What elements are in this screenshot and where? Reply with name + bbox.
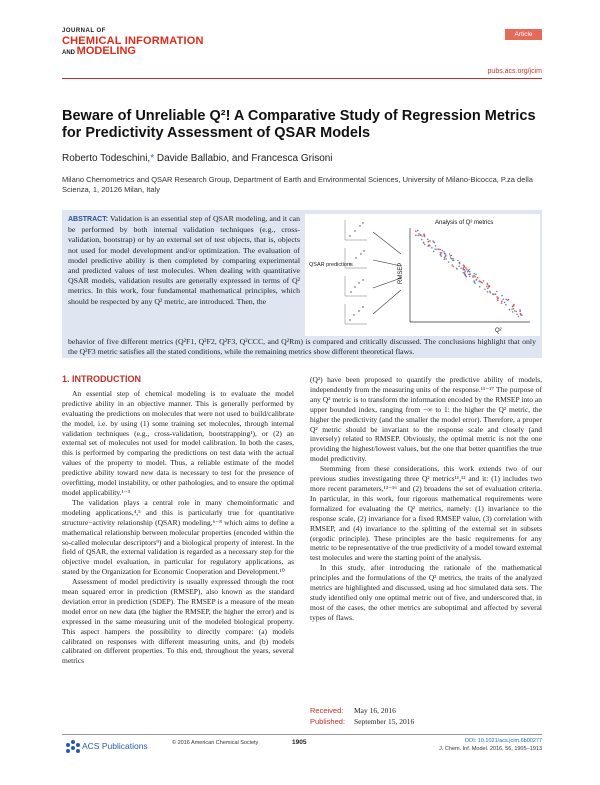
- toc-point: [489, 285, 491, 287]
- other-authors[interactable]: Davide Ballabio, and Francesca Grisoni: [154, 153, 333, 164]
- toc-point: [508, 299, 510, 301]
- toc-point: [415, 230, 417, 232]
- toc-point: [481, 282, 483, 284]
- logo-and: AND: [62, 50, 77, 56]
- toc-graphic: [305, 214, 540, 336]
- toc-y-label: RMSEP: [398, 262, 404, 284]
- toc-point: [452, 266, 454, 268]
- toc-point: [501, 302, 503, 304]
- paragraph: (Q²) have been proposed to quantify the predictive ability of models, independently from the measuring units of the response.¹¹⁻¹⁷ The purpose of any Q² metric is to transform the information encoded by the RMSEP into an upper bounded index, ranging from −∞ to 1: the higher the Q² metric, the higher the predictivity (and the smaller the model error). Therefore, a proper Q² metric should be invariant to the response scale and closely (and inversely) related to RMSEP. Obviously, the optimal metric is not the one providing the highest/lowest values, but the one that better quantifies the true model predictivity.: [310, 375, 542, 464]
- published-date: September 15, 2016: [354, 717, 415, 726]
- toc-point: [417, 235, 419, 237]
- toc-point: [463, 267, 465, 269]
- toc-point: [497, 298, 499, 300]
- toc-point: [438, 248, 440, 250]
- toc-point: [512, 311, 514, 313]
- toc-point: [432, 240, 434, 242]
- toc-point: [520, 314, 522, 316]
- toc-point: [509, 309, 511, 311]
- toc-analysis-label: Analysis of Q² metrics: [435, 220, 494, 226]
- toc-point: [459, 263, 461, 265]
- toc-qsar-label: QSAR predictions: [309, 262, 353, 268]
- received-date-row: [310, 705, 414, 716]
- doi-block: [439, 738, 542, 753]
- received-date: May 16, 2016: [354, 706, 396, 715]
- toc-point: [497, 300, 499, 302]
- toc-point: [513, 304, 515, 306]
- toc-point: [443, 251, 445, 253]
- published-label: Published:: [310, 717, 346, 726]
- toc-point: [503, 299, 505, 301]
- publication-dates: [310, 705, 414, 727]
- copyright: © 2016 American Chemical Society: [172, 740, 259, 746]
- body-left-column: [62, 375, 294, 666]
- toc-point: [451, 258, 453, 260]
- toc-point: [463, 265, 465, 267]
- toc-point: [474, 273, 476, 275]
- header-rule: [62, 78, 542, 79]
- toc-point: [496, 296, 498, 298]
- toc-point: [487, 284, 489, 286]
- toc-point: [448, 261, 450, 263]
- toc-point: [431, 247, 433, 249]
- publisher-name: ACS Publications: [82, 741, 148, 751]
- toc-point: [475, 274, 477, 276]
- toc-point: [423, 242, 425, 244]
- received-label: Received:: [310, 706, 344, 715]
- toc-point: [484, 289, 486, 291]
- page-number: 1905: [292, 739, 307, 746]
- toc-point: [501, 295, 503, 297]
- logo-line-3: [62, 46, 204, 58]
- paragraph: The validation plays a central role in many chemoinformatic and modeling applications,⁴,⁵ and this is particularly true for quantitative structure−activity relationship (QSAR) modeling,⁶⁻⁸ which aims to define a mathematical relationship between molecular properties (encoded within the so-called molecular descriptors⁹) and a biological property of interest. In the field of QSAR, the external validation is regarded as a necessary step for the objective model evaluation, in particular for regulatory applications, as stated by the Organization for Economic Cooperation and Development.¹⁰: [62, 497, 294, 577]
- toc-point: [518, 316, 520, 318]
- toc-point: [489, 291, 491, 293]
- toc-point: [464, 271, 466, 273]
- toc-point: [516, 314, 518, 316]
- toc-point: [449, 253, 451, 255]
- toc-point: [474, 282, 476, 284]
- toc-point: [474, 276, 476, 278]
- toc-figure-svg: [305, 214, 540, 336]
- toc-point: [469, 271, 471, 273]
- abstract-label: ABSTRACT:: [68, 216, 109, 223]
- author-1[interactable]: Roberto Todeschini,: [62, 153, 151, 164]
- toc-point: [415, 235, 417, 237]
- toc-point: [420, 234, 422, 236]
- toc-point: [450, 255, 452, 257]
- toc-point: [514, 310, 516, 312]
- toc-point: [442, 250, 444, 252]
- logo-line-2: CHEMICAL INFORMATION: [62, 35, 204, 47]
- toc-point: [469, 276, 471, 278]
- toc-point: [464, 269, 466, 271]
- toc-point: [446, 258, 448, 260]
- mini-scatter-4: [345, 304, 367, 324]
- toc-point: [490, 292, 492, 294]
- toc-arrows: [373, 232, 401, 314]
- toc-point: [441, 252, 443, 254]
- toc-point: [460, 267, 462, 269]
- toc-point: [421, 239, 423, 241]
- toc-point: [424, 235, 426, 237]
- toc-point: [486, 286, 488, 288]
- toc-point: [467, 270, 469, 272]
- paragraph: Stemming from these considerations, this work extends two of our previous studies investigating three Q² metrics¹¹,¹² and it: (1) includes two more recent parameters,¹³⁻¹⁶ and (2) broadens the set of evaluation criteria. In particular, in this work, four rigorous mathematical requirements were formalized for evaluating the Q² metrics, namely: (1) invariance to the response scale, (2) invariance for a fixed RMSEP value, (3) correlation with RMSEP, and (4) invariance to the splitting of the external set in subsets (ergodic principle). These principles are the basic requirements for any metric to be representative of the true predictivity of a model toward external test molecules and were the starting point of the analysis.: [310, 464, 542, 563]
- paragraph: An essential step of chemical modeling is to evaluate the model predictive ability in an objective manner. This is generally performed by evaluating the predictions on molecules that were not used to build/calibrate the model, i.e. by using (1) some training set molecules, through internal validation techniques (e.g., cross-validation, bootstrapping¹), or (2) an external set of molecules not used for model calibration. In both the cases, this is performed by comparing the predictions on test data with the actual values of the property to model. Thus, a reliable estimate of the model predictive ability toward new data is necessary to test for the presence of overfitting, model instability, or other pathologies, and to ensure the optimal model applicability.¹⁻³: [62, 388, 294, 497]
- toc-point: [466, 269, 468, 271]
- doi-link[interactable]: DOI: 10.1021/acs.jcim.6b00277: [464, 738, 542, 744]
- toc-point: [451, 264, 453, 266]
- toc-point: [466, 276, 468, 278]
- toc-point: [512, 305, 514, 307]
- toc-point: [417, 230, 419, 232]
- abstract-part-2: behavior of five different metrics (Q²F1, Q²F2, Q²F3, Q²CCC, and Q²Rm) is compared and critically discussed. The conclusions highlight that only the Q²F3 metric satisfies all the stated conditions, while the remaining metrics show different theoretical flaws.: [68, 337, 536, 357]
- abstract-part-1: [68, 214, 300, 307]
- toc-point: [418, 233, 420, 235]
- paragraph: In this study, after introducing the rationale of the mathematical principles and the formulations of the Q² metrics, the traits of the analyzed metrics are highlighted and discussed, using ad hoc simulated data sets. The study identified only one optimal metric out of five, and underscored that, in most of the cases, the other metrics are suboptimal and affected by several types of flaws.: [310, 563, 542, 622]
- toc-point: [487, 291, 489, 293]
- toc-x-label: Q²: [495, 328, 502, 334]
- published-date-row: [310, 716, 414, 727]
- toc-point: [440, 252, 442, 254]
- toc-point: [475, 279, 477, 281]
- toc-point: [428, 241, 430, 243]
- journal-url[interactable]: pubs.acs.org/jcim: [487, 68, 542, 75]
- toc-point: [421, 235, 423, 237]
- mini-scatter-1: [345, 220, 367, 240]
- toc-point: [519, 311, 521, 313]
- paragraph: Assessment of model predictivity is usually expressed through the root mean squared error in prediction (RMSEP), also known as the standard deviation error in prediction (SDEP). The RMSEP is a measure of the mean model error on new data (the higher the RMSEP, the higher the error) and is expressed in the same measuring unit of the modeled biological property. This aspect hampers the possibility to directly compare: (a) models calibrated on responses with different measuring units, and (b) models calibrated on different properties. To this end, throughout the years, several metrics: [62, 577, 294, 666]
- toc-point: [472, 276, 474, 278]
- toc-point: [479, 286, 481, 288]
- toc-point: [440, 249, 442, 251]
- mini-scatter-points: [349, 222, 364, 320]
- authors: [62, 153, 333, 164]
- toc-point: [441, 255, 443, 257]
- toc-point: [473, 275, 475, 277]
- toc-point: [496, 291, 498, 293]
- section-title-introduction: 1. INTRODUCTION: [62, 374, 142, 384]
- logo-line-1: JOURNAL OF: [62, 28, 106, 34]
- toc-point: [458, 266, 460, 268]
- article-badge: Article: [505, 29, 542, 40]
- toc-point: [427, 239, 429, 241]
- toc-point: [469, 273, 471, 275]
- toc-point: [436, 249, 438, 251]
- toc-point: [493, 294, 495, 296]
- toc-point: [457, 260, 459, 262]
- toc-point: [477, 277, 479, 279]
- toc-point: [440, 253, 442, 255]
- logo-modeling: MODELING: [76, 45, 136, 57]
- toc-point: [506, 299, 508, 301]
- toc-point: [501, 300, 503, 302]
- toc-point: [429, 245, 431, 247]
- affiliation: Milano Chemometrics and QSAR Research Group, Department of Earth and Environmental Sciences, University of Milano-Bicocca, P.za della Scienza, 1, 20126 Milan, Italy: [62, 175, 533, 194]
- toc-point: [433, 251, 435, 253]
- toc-scatter-points: [415, 230, 523, 317]
- toc-point: [487, 288, 489, 290]
- paper-title: Beware of Unreliable Q²! A Comparative Study of Regression Metrics for Predictivity Assessment of QSAR Models: [62, 108, 536, 141]
- toc-point: [483, 280, 485, 282]
- toc-point: [445, 256, 447, 258]
- toc-point: [434, 248, 436, 250]
- toc-point: [463, 272, 465, 274]
- toc-point: [505, 304, 507, 306]
- toc-point: [452, 260, 454, 262]
- toc-point: [504, 302, 506, 304]
- body-right-column: [310, 375, 542, 623]
- toc-point: [424, 244, 426, 246]
- mini-scatter-3: [345, 276, 367, 296]
- footer-rule: [62, 734, 542, 735]
- toc-point: [495, 293, 497, 295]
- toc-point: [513, 308, 515, 310]
- toc-point: [515, 311, 517, 313]
- corresponding-author-mark[interactable]: *: [150, 153, 155, 164]
- journal-logo: [62, 26, 204, 58]
- toc-point: [435, 245, 437, 247]
- toc-point: [429, 240, 431, 242]
- abstract-text-1: Validation is an essential step of QSAR modeling, and it can be performed by both internal validation techniques (e.g., cross-validation, bootstrap) or by an external set of test objects, that is, objects not used for model development and/or optimization. The evaluation of model predictive ability is then completed by comparing experimental and predicted values of test molecules. When dealing with quantitative QSAR models, validation results are generally expressed in terms of Q² metrics. In this work, four fundamental mathematical principles, which should be respected by any Q² metric, are introduced. Then, the: [68, 214, 300, 306]
- toc-point: [444, 258, 446, 260]
- toc-point: [464, 273, 466, 275]
- toc-point: [465, 267, 467, 269]
- toc-point: [445, 253, 447, 255]
- citation: J. Chem. Inf. Model. 2016, 56, 1905−1913: [439, 745, 542, 752]
- toc-point: [456, 268, 458, 270]
